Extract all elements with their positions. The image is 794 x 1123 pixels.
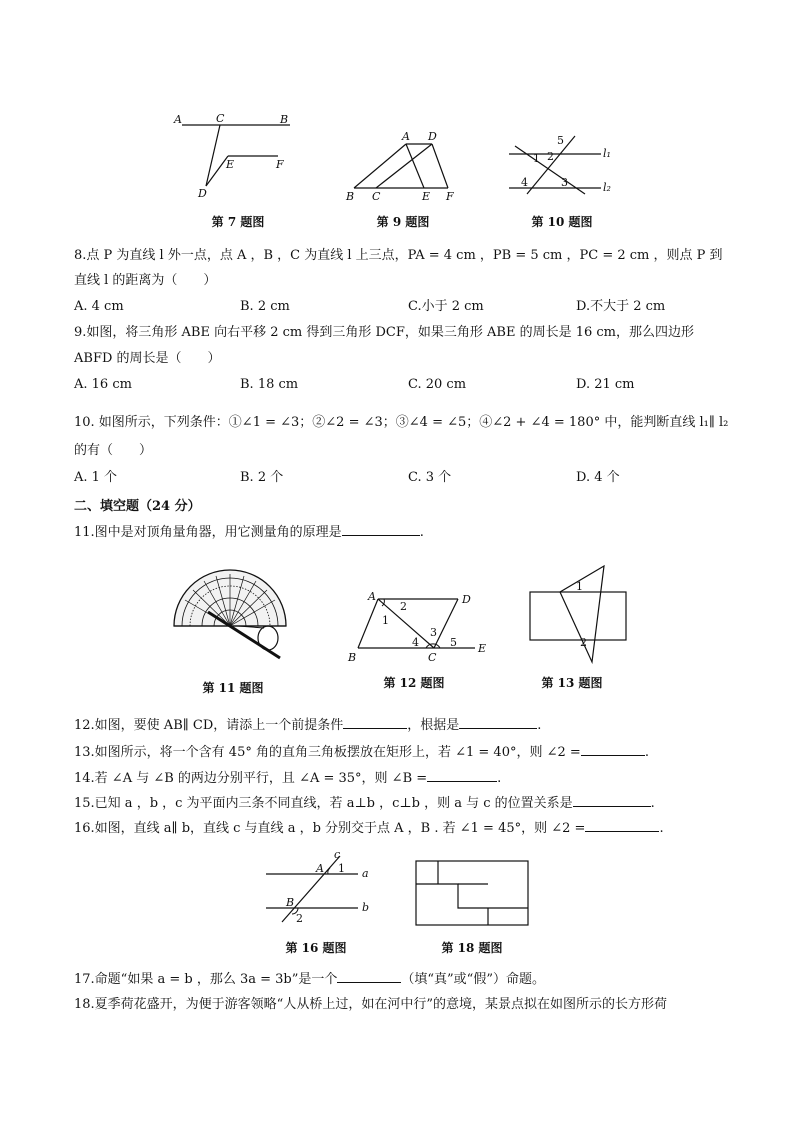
q10-option-b: B. 2 个 — [240, 470, 284, 485]
fig7-label-D: D — [198, 187, 207, 200]
q14-answer-blank[interactable] — [427, 769, 497, 782]
fig7-label-E: E — [226, 158, 235, 171]
figure-9 — [340, 130, 465, 205]
q17-stem: 17.命题“如果 a = b ，那么 3a = 3b”是一个 — [74, 972, 338, 987]
q12-end: . — [537, 718, 542, 733]
fig9-label-C: C — [372, 190, 381, 203]
q9-option-d: D. 21 cm — [576, 377, 635, 392]
q16-text — [74, 819, 664, 838]
fig16-label-1: 1 — [338, 862, 345, 875]
q18-line1: 18.夏季荷花盛开，为便于游客领略“人从桥上过，如在河中行”的意境，某景点拟在如图所示的长方形荷 — [74, 997, 667, 1012]
fig10-label-3: 3 — [561, 176, 568, 189]
figure-11 — [168, 560, 293, 665]
q13-answer-blank[interactable] — [581, 743, 645, 756]
q17-end: （填“真”或“假”）命题。 — [401, 972, 545, 987]
q17-text — [74, 970, 545, 989]
fig10-label-l1: l₁ — [603, 147, 611, 160]
figure-18 — [412, 858, 532, 928]
q9-option-b: B. 18 cm — [240, 377, 299, 392]
q10-option-a: A. 1 个 — [74, 470, 118, 485]
q10-line1: 10. 如图所示，下列条件：①∠1 = ∠3；②∠2 = ∠3；③∠4 = ∠5；④∠2 + ∠4 = 180° 中，能判断直线 l₁∥ l₂ — [74, 415, 729, 430]
fig18-caption: 第 18 题图 — [441, 941, 503, 955]
fig9-label-A: A — [402, 130, 410, 143]
fig9-caption: 第 9 题图 — [376, 215, 430, 229]
q14-text — [74, 769, 501, 788]
q11-end: . — [419, 525, 424, 540]
q13-stem: 13.如图所示，将一个含有 45° 角的直角三角板摆放在矩形上，若 ∠1 = 40°，则 ∠2 = — [74, 745, 581, 760]
q10-line2: 的有（ ） — [74, 443, 153, 458]
fig9-label-E: E — [422, 190, 431, 203]
fig11-caption: 第 11 题图 — [202, 681, 264, 695]
q12-stem: 12.如图，要使 AB∥ CD，请添上一个前提条件 — [74, 718, 344, 733]
fig16-caption: 第 16 题图 — [285, 941, 347, 955]
q11-answer-blank[interactable] — [342, 523, 420, 536]
fig7-label-C: C — [216, 112, 225, 125]
q15-end: . — [650, 796, 655, 811]
fig16-label-b: b — [362, 901, 370, 914]
fig12-label-C: C — [428, 651, 437, 664]
fig7-label-B: B — [280, 113, 289, 126]
q11-stem: 11.图中是对顶角量角器，用它测量角的原理是 — [74, 525, 342, 540]
q13-text — [74, 743, 649, 762]
fig9-label-F: F — [446, 190, 454, 203]
fig12-label-2: 2 — [400, 600, 407, 613]
q15-answer-blank[interactable] — [573, 794, 651, 807]
fig10-label-2: 2 — [547, 150, 554, 163]
q16-end: . — [659, 821, 664, 836]
q17-answer-blank[interactable] — [337, 970, 401, 983]
q9-line2: ABFD 的周长是（ ） — [74, 351, 221, 366]
fig12-label-5: 5 — [450, 636, 457, 649]
figure-12 — [340, 590, 490, 665]
fig12-caption: 第 12 题图 — [383, 676, 445, 690]
fig16-label-2: 2 — [296, 912, 303, 925]
fig7-label-A: A — [174, 113, 182, 126]
q8-line1: 8.点 P 为直线 l 外一点，点 A ，B ，C 为直线 l 上三点，PA = 4 cm ，PB = 5 cm ，PC = 2 cm ，则点 P 到 — [74, 248, 723, 263]
figure-7 — [170, 110, 300, 205]
fig12-label-1: 1 — [382, 614, 389, 627]
q12-text — [74, 716, 541, 735]
fig12-label-4: 4 — [412, 636, 419, 649]
fig13-label-1: 1 — [576, 580, 583, 593]
q14-stem: 14.若 ∠A 与 ∠B 的两边分别平行，且 ∠A = 35°，则 ∠B = — [74, 771, 428, 786]
q8-option-b: B. 2 cm — [240, 299, 290, 314]
q8-option-a: A. 4 cm — [74, 299, 124, 314]
fig9-label-B: B — [346, 190, 355, 203]
fig13-caption: 第 13 题图 — [541, 676, 603, 690]
q14-end: . — [497, 771, 502, 786]
q12-mid: ，根据是 — [407, 718, 460, 733]
q9-option-c: C. 20 cm — [408, 377, 467, 392]
fig13-label-2: 2 — [580, 636, 587, 649]
q8-line2: 直线 l 的距离为（ ） — [74, 273, 217, 288]
fig10-label-l2: l₂ — [603, 181, 611, 194]
figure-10 — [505, 130, 625, 205]
fig12-label-A: A — [368, 590, 376, 603]
figure-13 — [522, 562, 632, 667]
figure-16 — [262, 848, 382, 934]
fig12-label-E: E — [478, 642, 487, 655]
fig10-caption: 第 10 题图 — [531, 215, 593, 229]
section-2-title: 二、填空题（24 分） — [74, 499, 201, 514]
fig10-label-5: 5 — [557, 134, 564, 147]
q16-answer-blank[interactable] — [585, 819, 659, 832]
fig16-label-c: c — [334, 848, 341, 861]
fig16-label-a: a — [362, 867, 369, 880]
q10-option-d: D. 4 个 — [576, 470, 620, 485]
fig10-label-4: 4 — [521, 176, 528, 189]
q8-option-d: D.不大于 2 cm — [576, 299, 666, 314]
q9-option-a: A. 16 cm — [74, 377, 132, 392]
fig7-label-F: F — [276, 158, 284, 171]
fig10-label-1: 1 — [533, 152, 540, 165]
q12-answer-blank-2[interactable] — [459, 716, 537, 729]
fig12-label-3: 3 — [430, 626, 437, 639]
fig12-label-B: B — [348, 651, 357, 664]
fig16-label-A: A — [316, 862, 324, 875]
q8-option-c: C.小于 2 cm — [408, 299, 484, 314]
fig12-label-D: D — [462, 593, 471, 606]
fig7-caption: 第 7 题图 — [211, 215, 265, 229]
q15-text — [74, 794, 655, 813]
q16-stem: 16.如图，直线 a∥ b，直线 c 与直线 a ，b 分别交于点 A ，B . 若 ∠1 = 45°，则 ∠2 = — [74, 821, 586, 836]
q11-text — [74, 523, 424, 542]
q15-stem: 15.已知 a ，b ，c 为平面内三条不同直线，若 a⊥b ，c⊥b ，则 a 与 c 的位置关系是 — [74, 796, 573, 811]
q13-end: . — [644, 745, 649, 760]
fig16-label-B: B — [286, 896, 295, 909]
q9-line1: 9.如图，将三角形 ABE 向右平移 2 cm 得到三角形 DCF，如果三角形 ABE 的周长是 16 cm，那么四边形 — [74, 325, 695, 340]
q10-option-c: C. 3 个 — [408, 470, 452, 485]
fig9-label-D: D — [428, 130, 437, 143]
q12-answer-blank-1[interactable] — [343, 716, 407, 729]
